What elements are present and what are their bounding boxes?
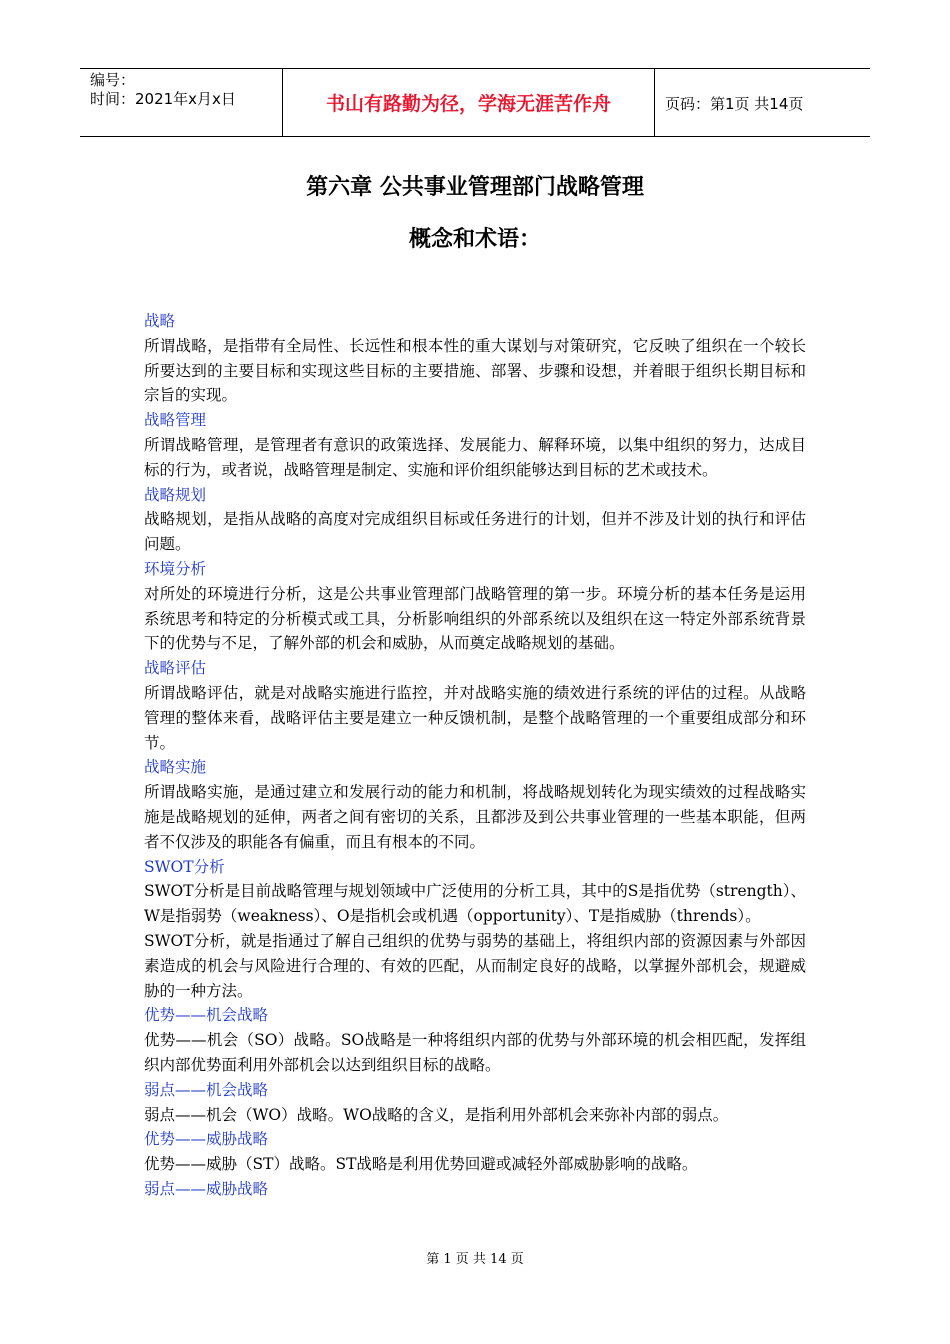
glossary-definition: 所谓战略，是指带有全局性、长远性和根本性的重大谋划与对策研究，它反映了组织在一个较长所要达到的主要目标和实现这些目标的主要措施、部署、步骤和设想，并着眼于组织长期目标和宗旨的实现。	[144, 336, 806, 405]
page-footer: 第 1 页 共 14 页	[426, 1252, 524, 1267]
glossary-definition: 对所处的环境进行分析，这是公共事业管理部门战略管理的第一步。环境分析的基本任务是运用系统思考和特定的分析模式或工具，分析影响组织的外部系统以及组织在这一特定外部系统背景下的优势与不足，了解外部的机会和威胁，从而奠定战略规划的基础。	[144, 584, 806, 653]
glossary-definition: 所谓战略管理，是管理者有意识的政策选择、发展能力、解释环境，以集中组织的努力，达成目标的行为，或者说，战略管理是制定、实施和评价组织能够达到目标的艺术或技术。	[144, 435, 806, 479]
glossary-term: 战略管理	[144, 411, 207, 430]
glossary-term: 环境分析	[144, 559, 207, 578]
header-motto: 书山有路勤为径，学海无涯苦作舟	[325, 93, 611, 115]
glossary-term: 弱点——威胁战略	[144, 1179, 269, 1198]
glossary-definition: 弱点——机会（WO）战略。WO战略的含义，是指利用外部机会来弥补内部的弱点。	[144, 1105, 729, 1124]
glossary-term: 战略实施	[144, 758, 207, 777]
header-page-cell	[655, 69, 870, 136]
document-number-label: 编号：	[90, 71, 136, 89]
glossary-term: 弱点——机会战略	[144, 1080, 269, 1099]
glossary-definition: 优势——机会（SO）战略。SO战略是一种将组织内部的优势与外部环境的机会相匹配，发挥组织内部优势面利用外部机会以达到组织目标的战略。	[144, 1031, 806, 1074]
glossary-definition: SWOT分析，就是指通过了解自己组织的优势与弱势的基础上，将组织内部的资源因素与外部因素造成的机会与风险进行合理的、有效的匹配，从而制定良好的战略，以掌握外部机会，规避威胁的一种方法。	[144, 931, 806, 1000]
glossary-definition: SWOT分析是目前战略管理与规划领域中广泛使用的分析工具，其中的S是指优势（strength）、W是指弱势（weakness）、O是指机会或机遇（opportunity）、T是指威胁（thrends）。	[144, 882, 806, 926]
glossary-definition: 优势——威胁（ST）战略。ST战略是利用优势回避或减轻外部威胁影响的战略。	[144, 1155, 698, 1174]
header-meta-cell	[80, 69, 282, 136]
header-page-info: 页码：第1页 共14页	[665, 95, 804, 113]
document-header	[80, 68, 870, 137]
glossary-term: 战略评估	[144, 659, 207, 678]
glossary-term: 战略规划	[144, 485, 207, 504]
glossary-term: 优势——机会战略	[144, 1006, 269, 1025]
glossary-term: 战略	[144, 312, 176, 330]
glossary-term: 优势——威胁战略	[144, 1130, 269, 1149]
glossary-definition: 所谓战略评估，就是对战略实施进行监控，并对战略实施的绩效进行系统的评估的过程。从战略管理的整体来看，战略评估主要是建立一种反馈机制，是整个战略管理的一个重要组成部分和环节。	[144, 683, 806, 752]
glossary-definition: 所谓战略实施，是通过建立和发展行动的能力和机制，将战略规划转化为现实绩效的过程战略实施是战略规划的延伸，两者之间有密切的关系，且都涉及到公共事业管理的一些基本职能，但两者不仅涉及的职能各有偏重，而且有根本的不同。	[144, 783, 806, 851]
glossary-content	[144, 309, 806, 1202]
glossary-term: SWOT分析	[144, 857, 225, 876]
document-time-label: 时间：2021年x月x日	[90, 90, 236, 108]
chapter-title: 第六章 公共事业管理部门战略管理	[306, 175, 644, 200]
header-motto-cell	[282, 69, 655, 136]
glossary-definition: 战略规划，是指从战略的高度对完成组织目标或任务进行的计划，但并不涉及计划的执行和评估问题。	[144, 510, 806, 554]
section-subtitle: 概念和术语：	[408, 227, 541, 252]
